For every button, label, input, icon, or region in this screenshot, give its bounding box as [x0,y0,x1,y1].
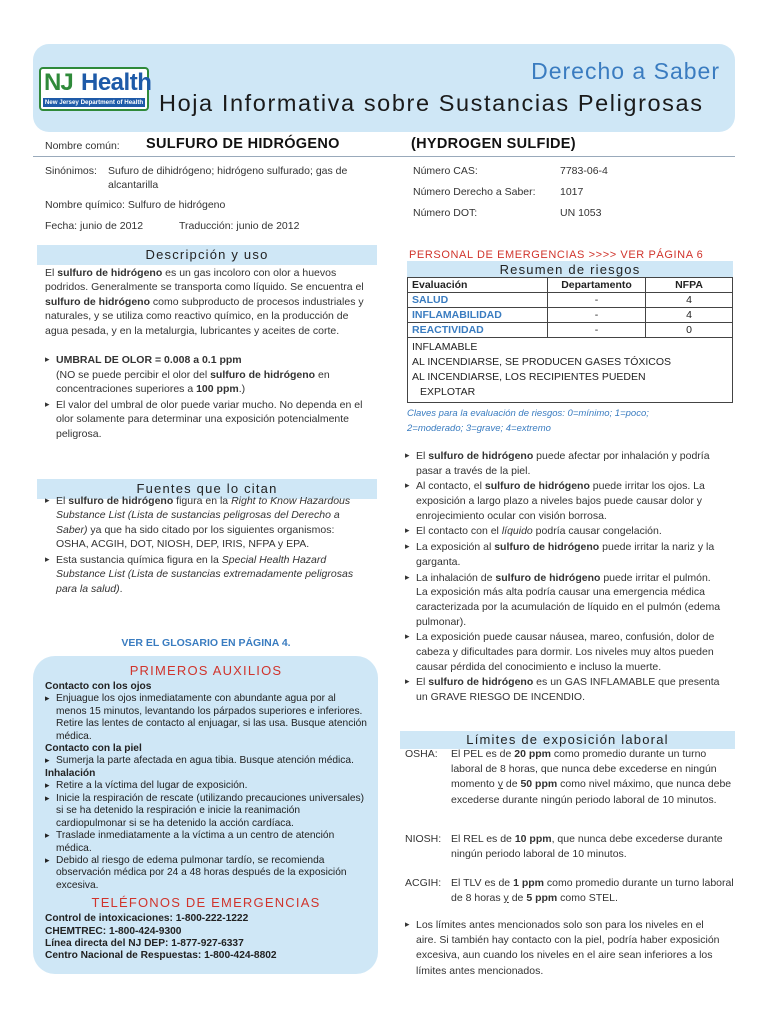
exposure-limits-title: Límites de exposición laboral [400,731,735,749]
substance-name: sulfuro de hidrógeno [494,541,600,554]
text-run: como promedio durante un turno laboral de 8 horas, que nunca debe excederse en ningún momento [451,748,717,791]
nj-health-logo [39,67,152,111]
nfpa-rating: 0 [646,323,733,338]
sources-title: Fuentes que lo citan [37,479,377,499]
synonyms-line-1: Sufuro de dihidrógeno; hidrógeno sulfurado; gas de [108,165,348,177]
text-run: El [416,450,429,462]
osha-label: OSHA: [405,748,438,760]
text-run: es un GAS INFLAMABLE que presenta un GRAVE RIESGO DE INCENDIO. [416,676,720,703]
synonyms-label: Sinónimos: [45,165,97,177]
list-item: ▸ El valor del umbral de olor puede variar mucho. No dependa en el olor solamente para determinar una exposición potencialmente peligrosa. [45,398,365,441]
cas-number: 7783-06-4 [560,165,608,177]
date-value: junio de 2012 [80,220,144,232]
col-department: Departamento [548,278,646,293]
col-nfpa: NFPA [646,278,733,293]
list-item: ▸ Enjuague los ojos inmediatamente con abundante agua por al menos 15 minutos, levantando los párpados superiores e inferiores. Retire las lentes de contacto al enjuagar, si las usa. Busque atención médica. [45,693,367,743]
department-rating: - [548,323,646,338]
text-run: como STEL. [557,892,618,905]
description-title: Descripción y uso [37,245,377,265]
emphasis: y [503,892,509,905]
substance-name: sulfuro de hidrógeno [45,295,150,308]
acgih-desc [451,876,735,906]
divider [33,156,735,157]
text-run: puede afectar por inhalación y podría pasar a través de la piel. [416,450,710,477]
synonyms-value [108,164,375,193]
text-run: .) [238,383,246,396]
date-label: Fecha: [45,220,78,232]
english-name: (HYDROGEN SULFIDE) [411,136,576,152]
list-item [405,479,725,523]
text-run: es un gas incoloro con olor a huevos podridos. Generalmente se transporta como líquido. Se encuentra el [45,267,364,294]
table-row [408,308,733,323]
text-run: . [119,582,123,595]
text-run: puede irritar los ojos. La exposición a largo plazo a niveles bajos puede causar dolor y enrojecimiento ocular con visión borrosa. [416,480,705,522]
niosh-label: NIOSH: [405,833,442,845]
synonyms-line-2: alcantarilla [108,179,159,192]
list-item [405,524,725,539]
list-item [405,675,725,704]
text-run: como subproducto de procesos industriales y naturales, y se utiliza como reactivo químico, en la producción de agua pesada, y en la metalurgia, lubricantes y aceites de corte. [45,295,364,337]
text-run: (NO se puede percibir el olor del [56,368,211,381]
sources-bullets [45,494,365,596]
limits-note [405,918,725,980]
department-rating: - [548,293,646,308]
odor-threshold: UMBRAL DE OLOR = 0.008 a 0.1 ppm [56,354,242,367]
ppm-value: 20 ppm [514,748,551,760]
sources-body [45,494,365,597]
common-name: SULFURO DE HIDRÓGENO [146,136,340,152]
first-aid-content [45,663,367,963]
ppm-value: 50 ppm [520,778,558,791]
limits-note-list [405,918,725,979]
department-rating: - [548,308,646,323]
chemical-name-label: Nombre químico: [45,199,125,211]
list-item: ▸ Los límites antes mencionados solo son para los niveles en el aire. Si también hay contacto con la piel, podría haber exposición excesiva, aun cuando los niveles en el aire sean inferiores a los límites antes mencionados. [405,918,725,979]
text-run: podría causar congelación. [532,525,662,538]
page-title: Hoja Informativa sobre Sustancias Peligrosas [159,90,704,116]
list-item: ▸ Debido al riesgo de edema pulmonar tardío, se recomienda observación médica por 24 a 48 horas después de la exposición excesiva. [45,855,367,892]
text-run: , que nunca debe excederse durante ningún periodo laboral de 10 minutos. [451,833,723,861]
dot-number: UN 1053 [560,207,602,219]
nfpa-rating: 4 [646,308,733,323]
list-item: ▸ Retire a la víctima del lugar de exposición. [45,780,367,792]
text-run: El [56,495,69,507]
list-item: ▸ La exposición puede causar náusea, mareo, confusión, dolor de cabeza y dificultades para dormir. Los niveles muy altos pueden causar pérdida del conocimiento e incluso la muerte. [405,630,725,674]
text-run: como promedio durante un turno laboral de 8 horas [451,877,734,905]
rtk-number: 1017 [560,186,584,198]
rtk-label: Número Derecho a Saber: [413,186,536,198]
text-run: La exposición al [416,541,495,554]
chemical-name-row [45,198,225,212]
nfpa-rating: 4 [646,293,733,308]
dot-label: Número DOT: [413,207,478,219]
cas-label: Número CAS: [413,165,478,177]
list-item [45,553,365,596]
list-item [45,494,365,552]
inhalation-list [45,780,367,892]
header-right-to-know: Derecho a Saber [531,58,720,84]
skin-contact-list [45,755,367,767]
phone-chemtrec: CHEMTREC: 1-800-424-9300 [45,925,182,937]
text-run: Al contacto, el [416,480,485,493]
logo-subtitle: New Jersey Department of Health [44,99,144,106]
text-run: Esta sustancia química figura en la [56,553,222,566]
phone-nj-dep: Línea directa del NJ DEP: 1-877-927-6337 [45,938,244,950]
health-effects [405,449,725,706]
substance-name: sulfuro de hidrógeno [428,450,534,462]
list-name: Right to Know Hazardous Substance List (Lista de sustancias peligrosas del Derecho a Saber) [56,495,351,536]
table-row [408,323,733,338]
hazard-category: INFLAMABILIDAD [408,308,548,323]
eye-contact-list [45,693,367,743]
emergency-personnel-note: PERSONAL DE EMERGENCIAS >>>> VER PÁGINA 6 [409,249,704,261]
list-item: ▸ Traslade inmediatamente a la víctima a un centro de atención médica. [45,830,367,855]
hazard-summary-title: Resumen de riesgos [407,261,733,278]
translation-row [179,219,299,233]
skin-contact-title: Contacto con la piel [45,743,142,755]
emergency-phones-title: TELÉFONOS DE EMERGENCIAS [91,895,321,911]
text-run: de [508,892,527,905]
list-item: ▸ Inicie la respiración de rescate (utilizando precauciones universales) si se ha detenido la respiración e inicie la reanimación cardiopulmonar si se ha detenido la acción cardíaca. [45,793,367,830]
osha-limit [405,747,735,808]
table-row [408,293,733,308]
list-item [405,571,725,630]
table-row [408,338,733,403]
acgih-limit [405,876,735,906]
substance-name: sulfuro de hidrógeno [68,495,174,507]
acgih-label: ACGIH: [405,877,442,889]
hazard-key [407,407,733,436]
text-run: El REL es de [451,833,515,845]
health-effects-list [405,449,725,705]
ppm-value: 5 ppm [526,892,558,905]
emphasis: y [497,778,503,791]
hazard-key-line: 2=moderado; 3=grave; 4=extremo [407,422,551,434]
substance-name: sulfuro de hidrógeno [428,676,534,689]
text-run: El TLV es de [451,877,514,889]
niosh-limit [405,832,735,862]
date-row [45,219,143,233]
list-name: Special Health Hazard Substance List (Lista de sustancias extremadamente peligrosas para la salud) [56,553,354,595]
text-run: puede irritar el pulmón. La exposición más alta podría causar una emergencia médica caracterizada por la acumulación de líquido en el pulmón (edema pulmonar). [416,571,721,628]
text-run: figura en la [173,495,232,507]
text-run: El [416,676,429,689]
common-name-label: Nombre común: [45,140,120,152]
hazard-note: AL INCENDIARSE, SE PRODUCEN GASES TÓXICOS [412,356,672,368]
translation-value: junio de 2012 [236,220,300,232]
list-item [405,540,725,569]
substance-name: sulfuro de hidrógeno [57,267,163,279]
text-run: El contacto con el [416,525,502,538]
osha-desc [451,747,735,808]
phone-poison-control: Control de intoxicaciones: 1-800-222-1222 [45,913,249,925]
description-body [45,266,365,442]
list-item: ▸ Sumerja la parte afectada en agua tibia. Busque atención médica. [45,755,367,767]
col-evaluation: Evaluación [408,278,548,293]
ppm-value: 1 ppm [513,877,544,889]
eye-contact-title: Contacto con los ojos [45,680,152,692]
hazard-note: AL INCENDIARSE, LOS RECIPIENTES PUEDEN [412,371,646,383]
text-run: de [502,778,521,791]
chemical-name: Sulfuro de hidrógeno [127,199,226,211]
text-run: como nivel máximo, que nunca debe excederse durante ningún periodo laboral de 10 minutos. [451,778,732,806]
logo-nj: NJ [44,69,73,96]
synonyms-block [45,164,375,193]
hazard-notes [408,338,733,403]
description-paragraph [45,266,365,338]
hazard-key-line: Claves para la evaluación de riesgos: 0=mínimo; 1=poco; [407,408,649,419]
glossary-link[interactable]: VER EL GLOSARIO EN PÁGINA 4. [121,637,291,649]
table-header-row [408,278,733,293]
inhalation-title: Inhalación [45,767,96,779]
emphasis: líquido [501,525,533,538]
hazard-category: SALUD [408,293,548,308]
ppm-value: 100 ppm [196,383,239,396]
text-run: ya que ha sido citado por los siguientes organismos: OSHA, ACGIH, DOT, NIOSH, DEP, IRIS, NFPA y EPA. [56,523,335,551]
text-run: El [45,267,58,279]
description-bullets [45,353,365,441]
text-run: en concentraciones superiores a [56,368,330,396]
list-item [45,353,365,396]
hazard-note: EXPLOTAR [420,386,476,398]
text-run: El PEL es de [451,748,515,760]
list-item [405,449,725,478]
hazard-category: REACTIVIDAD [408,323,548,338]
niosh-desc [451,832,735,862]
ppm-value: 10 ppm [514,833,552,845]
substance-name: sulfuro de hidrógeno [484,480,590,493]
hazard-table [407,277,733,403]
hazard-note: INFLAMABLE [412,341,478,353]
first-aid-title: PRIMEROS AUXILIOS [129,663,283,678]
text-run: puede irritar la nariz y la garganta. [416,541,715,568]
text-run: La inhalación de [416,571,496,584]
translation-label: Traducción: [179,220,234,232]
substance-name: sulfuro de hidrógeno [210,368,316,381]
phone-national-response: Centro Nacional de Respuestas: 1-800-424-8802 [45,950,277,962]
substance-name: sulfuro de hidrógeno [495,571,601,584]
logo-health: Health [81,69,152,96]
